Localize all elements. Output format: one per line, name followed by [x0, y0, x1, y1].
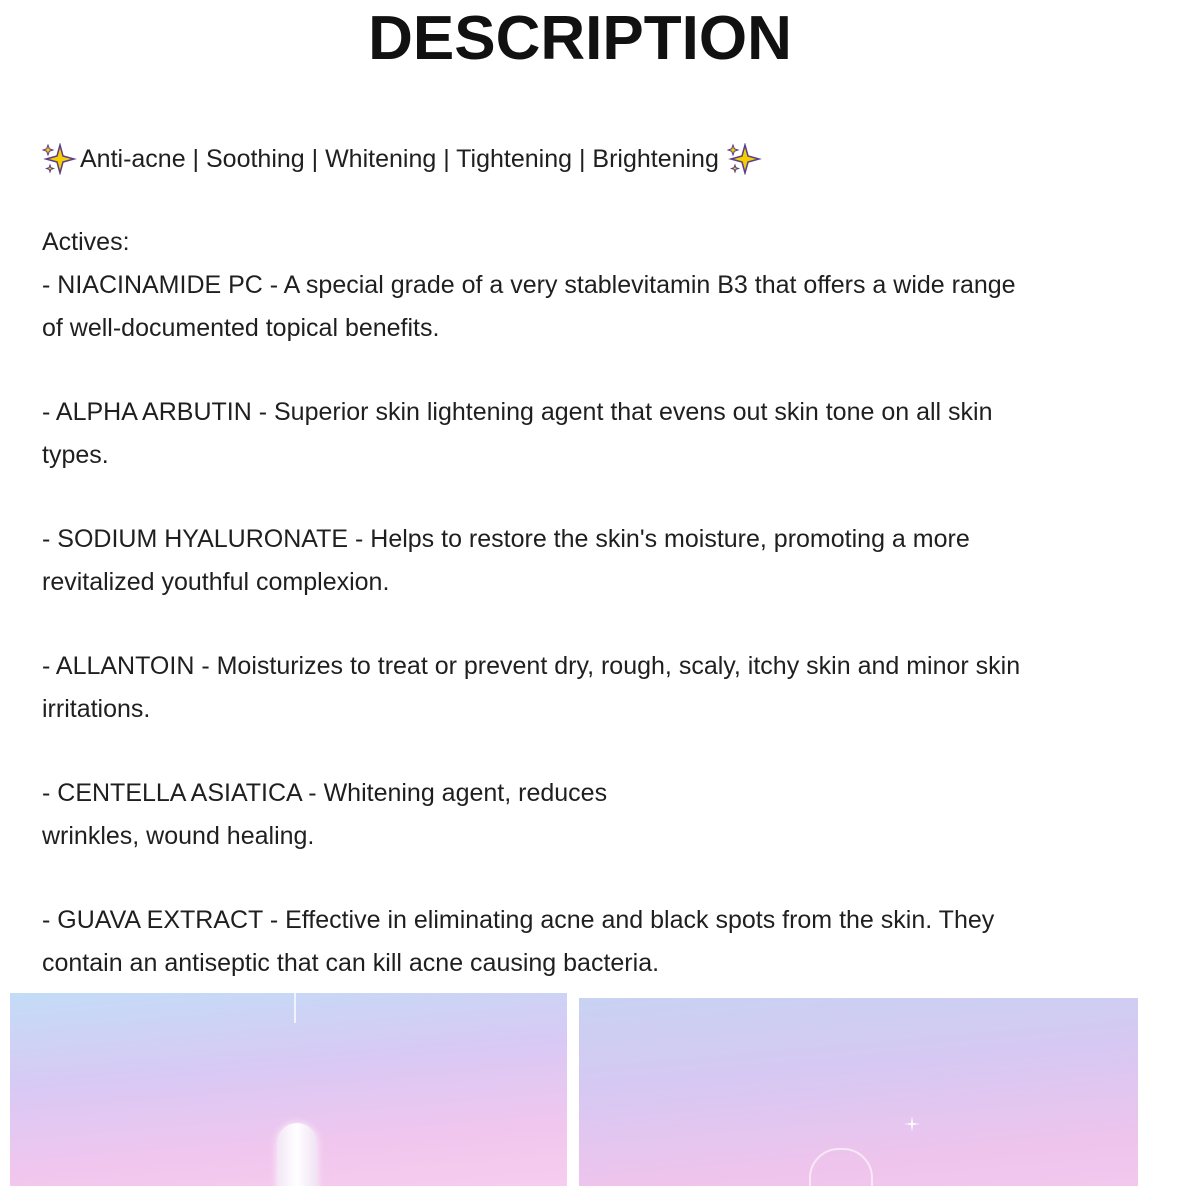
- item-line: - NIACINAMIDE PC - A special grade of a very stablevitamin B3 that offers a wide range: [42, 271, 1016, 299]
- sparkle-glint-icon: [904, 1116, 920, 1132]
- list-item: [42, 518, 1142, 604]
- list-item: [42, 772, 1142, 858]
- list-item: [42, 899, 1142, 985]
- serum-drop-stream: [294, 993, 296, 1023]
- item-line: - ALLANTOIN - Moisturizes to treat or prevent dry, rough, scaly, itchy skin and minor skin: [42, 652, 1021, 680]
- dropper-bottle: [277, 1123, 317, 1186]
- sparkles-icon: [42, 143, 78, 175]
- page-title: DESCRIPTION: [368, 4, 792, 73]
- item-line: - GUAVA EXTRACT - Effective in eliminating acne and black spots from the skin. They: [42, 906, 995, 934]
- item-line: revitalized youthful complexion.: [42, 568, 390, 596]
- item-line: - SODIUM HYALURONATE - Helps to restore the skin's moisture, promoting a more: [42, 525, 970, 553]
- item-line: contain an antiseptic that can kill acne causing bacteria.: [42, 949, 660, 977]
- item-line: wrinkles, wound healing.: [42, 822, 315, 850]
- item-line: of well-documented topical benefits.: [42, 314, 440, 342]
- item-line: types.: [42, 441, 109, 469]
- list-item: [42, 391, 1142, 477]
- product-image-gallery: [0, 993, 1179, 1186]
- item-line: - CENTELLA ASIATICA - Whitening agent, reduces: [42, 779, 608, 807]
- description-body: [42, 137, 1142, 985]
- list-item: [42, 645, 1142, 731]
- tagline-text: Anti-acne | Soothing | Whitening | Tightening | Brightening: [80, 144, 719, 173]
- product-photo-dropper[interactable]: [10, 993, 567, 1186]
- glass-jar: [809, 1148, 873, 1186]
- item-line: - ALPHA ARBUTIN - Superior skin lightening agent that evens out skin tone on all skin: [42, 398, 993, 426]
- product-photo-jar[interactable]: [579, 998, 1138, 1186]
- tagline: [42, 137, 1142, 181]
- item-line: irritations.: [42, 695, 151, 723]
- actives-list: [42, 264, 1142, 985]
- actives-label: Actives:: [42, 228, 130, 256]
- list-item: [42, 264, 1142, 350]
- sparkles-icon: [727, 143, 763, 175]
